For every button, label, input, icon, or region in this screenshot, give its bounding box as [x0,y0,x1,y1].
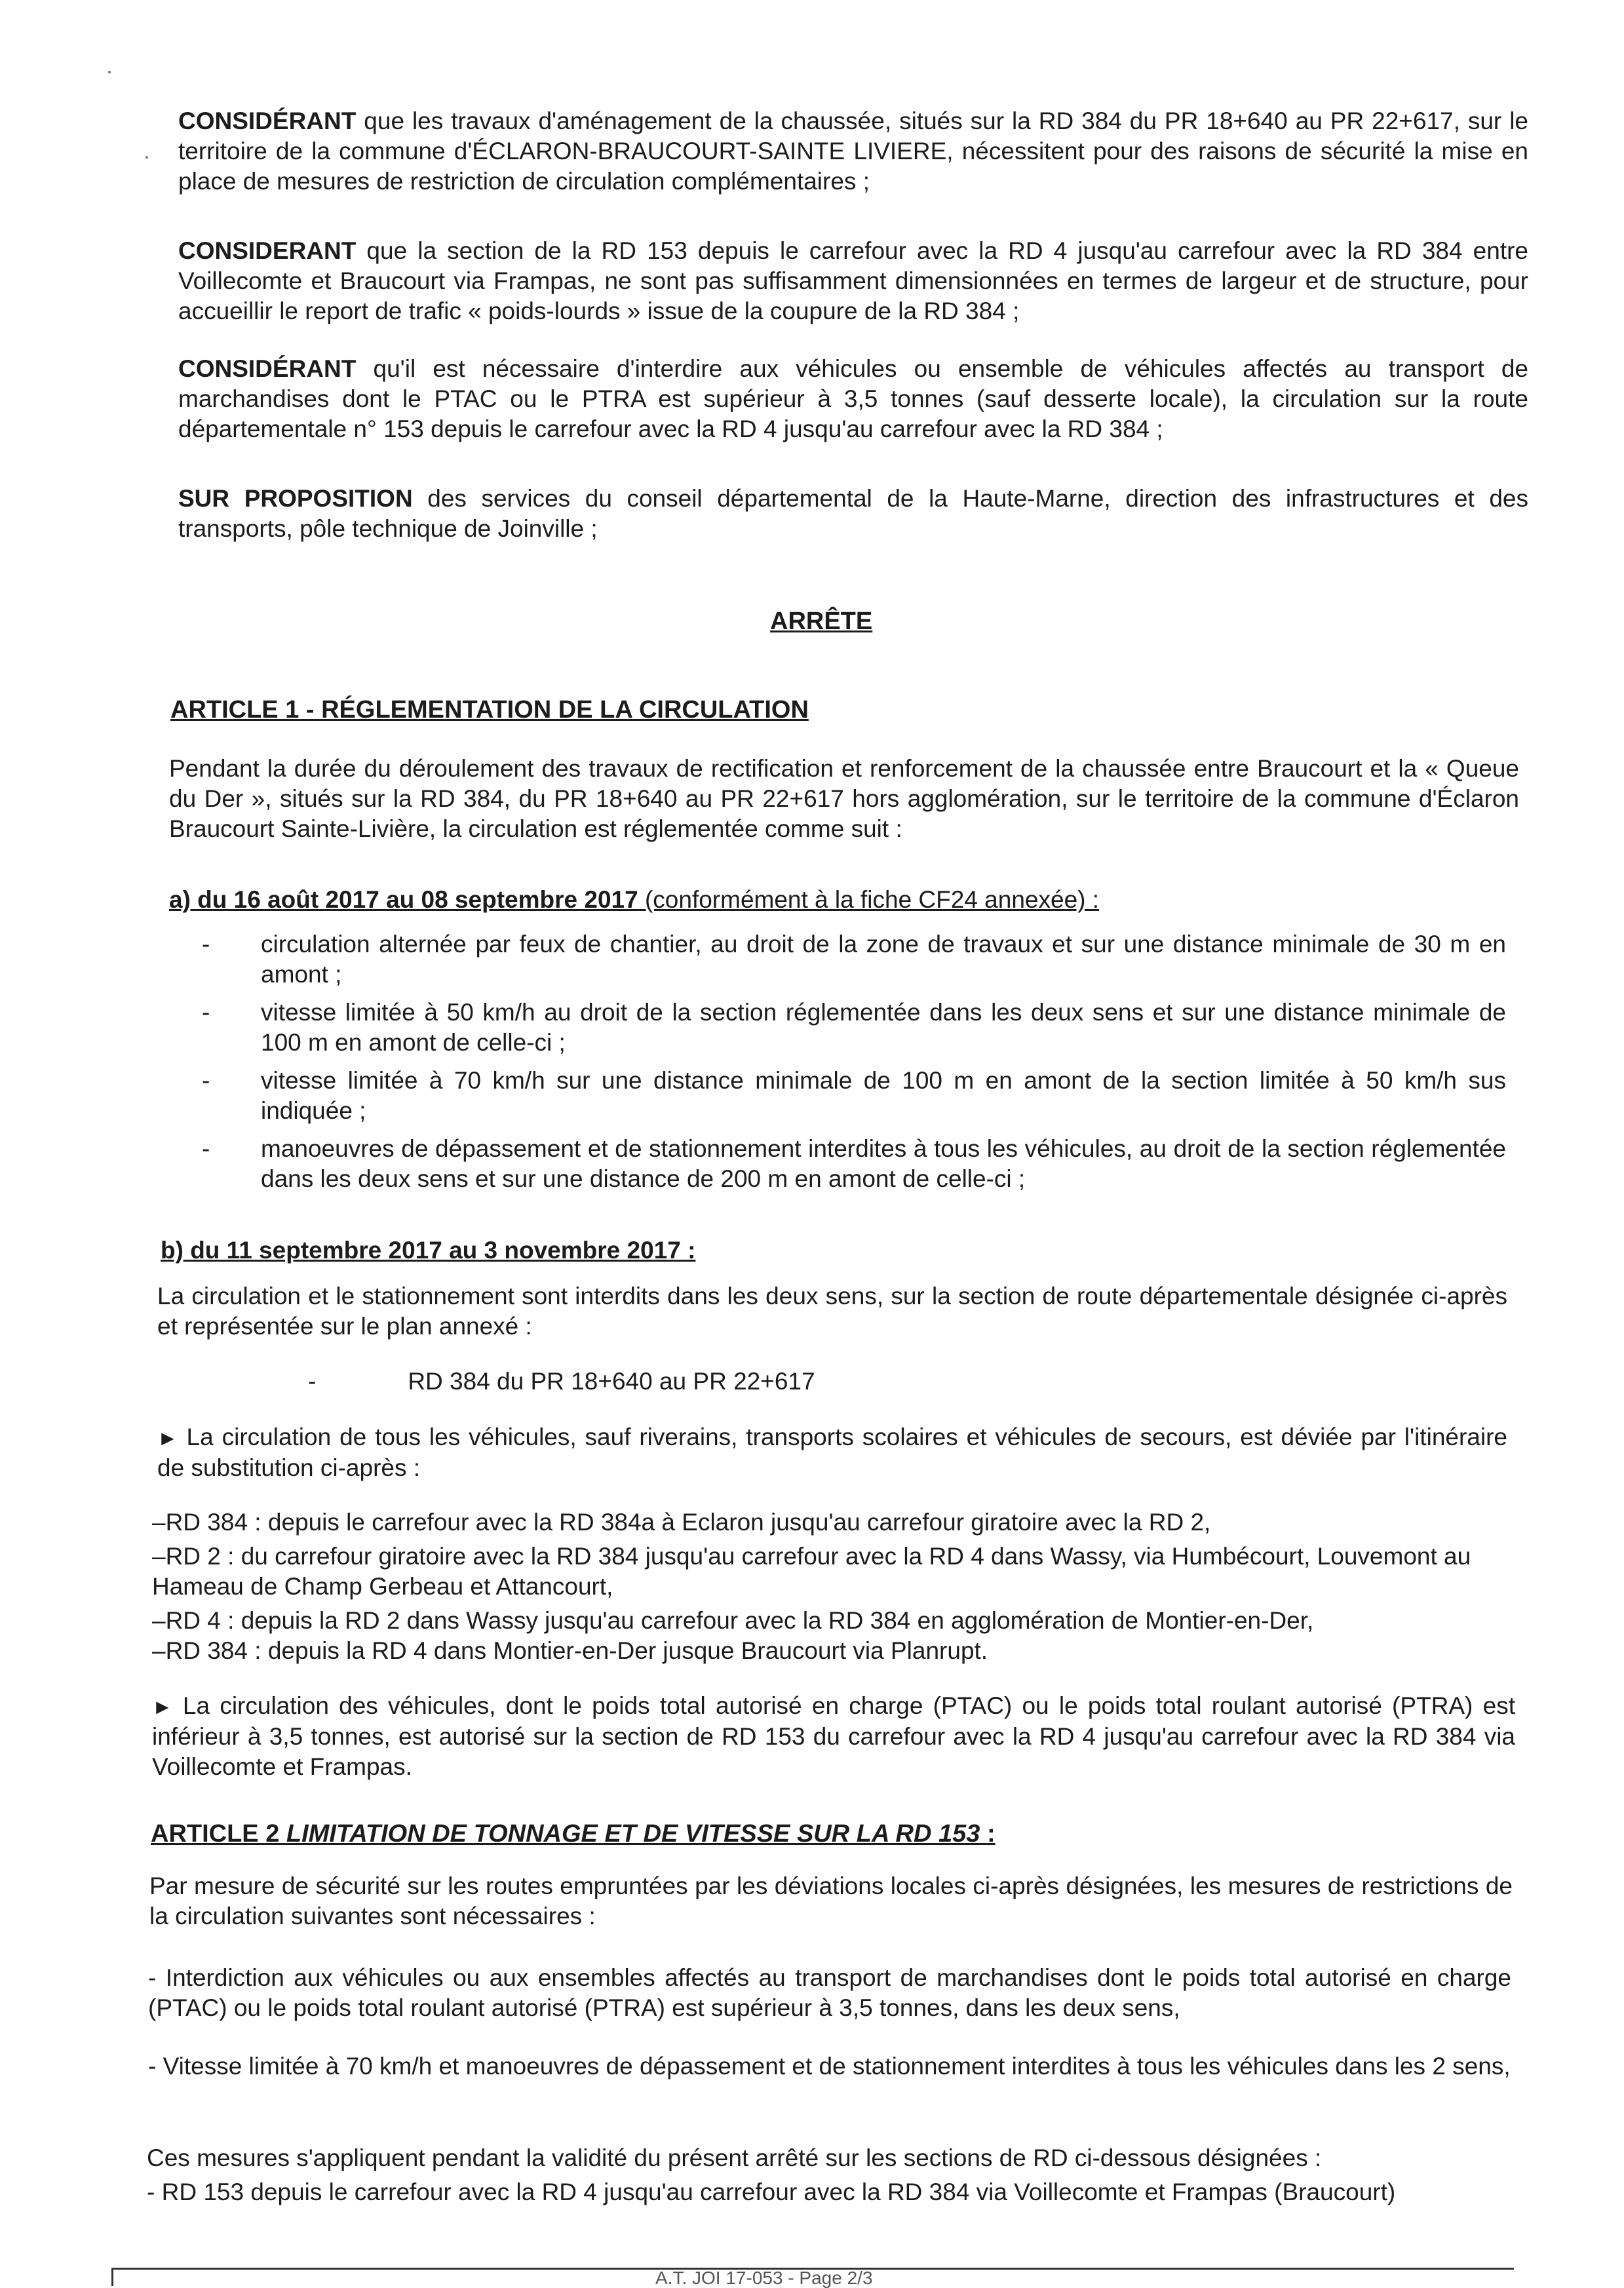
itinerary-item: –RD 384 : depuis le carrefour avec la RD 384a à Eclaron jusqu'au carrefour giratoire avec la RD 2, [152,1509,1211,1536]
dash-bullet: - [202,1135,210,1162]
list-item: - vitesse limitée à 70 km/h sur une distance minimale de 100 m en amont de la section limitée à 50 km/h sus indiquée ; [202,1067,1506,1124]
arrete-title: ARRÊTE [770,608,873,635]
period-a-list [169,929,1506,1202]
deviation-intro: ► La circulation de tous les véhicules, sauf riverains, transports scolaires et véhicules de secours, est déviée par l'itinéraire de substitution ci-après : [157,1424,1507,1481]
considerant-3: CONSIDÉRANT qu'il est nécessaire d'interdire aux véhicules ou ensemble de véhicules affectés au transport de marchandises dont le PTAC ou le PTRA est supérieur à 3,5 tonnes (sauf desserte locale), la circulation sur la route départementale n° 153 depuis le carrefour avec la RD 4 jusqu'au carrefour avec la RD 384 ; [178,355,1528,442]
dash-bullet: - [202,931,210,958]
list-item: - vitesse limitée à 50 km/h au droit de la section réglementée dans les deux sens et sur une distance minimale de 100 m en amont de celle-ci ; [202,999,1506,1056]
itinerary-item: –RD 4 : depuis la RD 2 dans Wassy jusqu'au carrefour avec la RD 384 en agglomération de Montier-en-Der, [152,1607,1314,1634]
article-2-measure-2: - Vitesse limitée à 70 km/h et manoeuvres de dépassement et de stationnement interdites à tous les véhicules dans les 2 sens, [148,2053,1511,2080]
dash-bullet: – [152,1607,166,1634]
list-item: - circulation alternée par feux de chantier, au droit de la zone de travaux et sur une distance minimale de 30 m en amont ; [202,931,1506,988]
scan-speck [108,71,111,73]
dash-bullet: – [152,1637,166,1664]
period-b-title: b) du 11 septembre 2017 au 3 novembre 2017 : [161,1237,696,1264]
footer-reference: A.T. JOI 17-053 - Page 2/3 [655,2268,873,2288]
ptac-note: ► La circulation des véhicules, dont le poids total autorisé en charge (PTAC) ou le poids total roulant autorisé (PTRA) est inférieur à 3,5 tonnes, est autorisé sur la section de RD 153 du carrefour avec la RD 4 jusqu'au carrefour avec la RD 384 via Voillecomte et Frampas. [152,1692,1515,1780]
arrow-icon: ► [157,1426,178,1450]
itinerary-item: –RD 2 : du carrefour giratoire avec la RD 384 jusqu'au carrefour avec la RD 4 dans Wassy, via Humbécourt, Louvemont au Hameau de Champ Gerbeau et Attancourt, [152,1543,1471,1600]
footer-border-corner [111,2268,113,2286]
considerant-2: CONSIDERANT que la section de la RD 153 depuis le carrefour avec la RD 4 jusqu'au carrefour avec la RD 384 entre Voillecomte et Braucourt via Frampas, ne sont pas suffisamment dimensionnées en termes de largeur et de structure, pour accueillir le report de trafic « poids-lourds » issue de la coupure de la RD 384 ; [178,237,1528,324]
scan-speck [145,156,148,159]
considerant-1: CONSIDÉRANT que les travaux d'aménagement de la chaussée, situés sur la RD 384 du PR 18+640 au PR 22+617, sur le territoire de la commune d'ÉCLARON-BRAUCOURT-SAINTE LIVIERE, nécessitent pour des raisons de sécurité la mise en place de mesures de restriction de circulation complémentaires ; [178,107,1528,195]
article-1-heading: ARTICLE 1 - RÉGLEMENTATION DE LA CIRCULATION [170,696,809,724]
itinerary-item: –RD 384 : depuis la RD 4 dans Montier-en-Der jusque Braucourt via Planrupt. [152,1637,988,1664]
dash-bullet: - [308,1368,317,1395]
sur-proposition: SUR PROPOSITION des services du conseil départemental de la Haute-Marne, direction des infrastructures et des transports, pôle technique de Joinville ; [178,485,1528,542]
article-2-section: - RD 153 depuis le carrefour avec la RD 4 jusqu'au carrefour avec la RD 384 via Voillecomte et Frampas (Braucourt) [147,2179,1396,2205]
dash-bullet: – [152,1543,166,1570]
article-2-validity: Ces mesures s'appliquent pendant la validité du présent arrêté sur les sections de RD ci-dessous désignées : [147,2144,1322,2171]
dash-bullet: - [202,999,210,1026]
dash-bullet: – [152,1509,166,1536]
period-a-title: a) du 16 août 2017 au 08 septembre 2017 (conformément à la fiche CF24 annexée) : [169,886,1100,913]
closed-section: - RD 384 du PR 18+640 au PR 22+617 [308,1368,815,1395]
arrow-icon: ► [152,1695,173,1718]
list-item: - manoeuvres de dépassement et de stationnement interdites à tous les véhicules, au droit de la section réglementée dans les deux sens et sur une distance de 200 m en amont de celle-ci ; [202,1135,1506,1192]
article-1-intro: Pendant la durée du déroulement des travaux de rectification et renforcement de la chaussée entre Braucourt et la « Queue du Der », situés sur la RD 384, du PR 18+640 au PR 22+617 hors agglomération, sur le territoire de la commune d'Éclaron Braucourt Sainte-Livière, la circulation est réglementée comme suit : [169,755,1519,842]
period-b-intro: La circulation et le stationnement sont interdits dans les deux sens, sur la section de route départementale désignée ci-après et représentée sur le plan annexé : [157,1283,1507,1340]
article-2-heading: ARTICLE 2 LIMITATION DE TONNAGE ET DE VITESSE SUR LA RD 153 : [151,1820,996,1848]
itinerary-list [152,1507,1515,1666]
dash-bullet: - [202,1067,210,1094]
article-2-measure-1: - Interdiction aux véhicules ou aux ensembles affectés au transport de marchandises dont le poids total autorisé en charge (PTAC) ou le poids total roulant autorisé (PTRA) est supérieur à 3,5 tonnes, dans les deux sens, [148,1964,1511,2021]
article-2-intro: Par mesure de sécurité sur les routes empruntées par les déviations locales ci-après désignées, les mesures de restrictions de la circulation suivantes sont nécessaires : [149,1872,1513,1929]
